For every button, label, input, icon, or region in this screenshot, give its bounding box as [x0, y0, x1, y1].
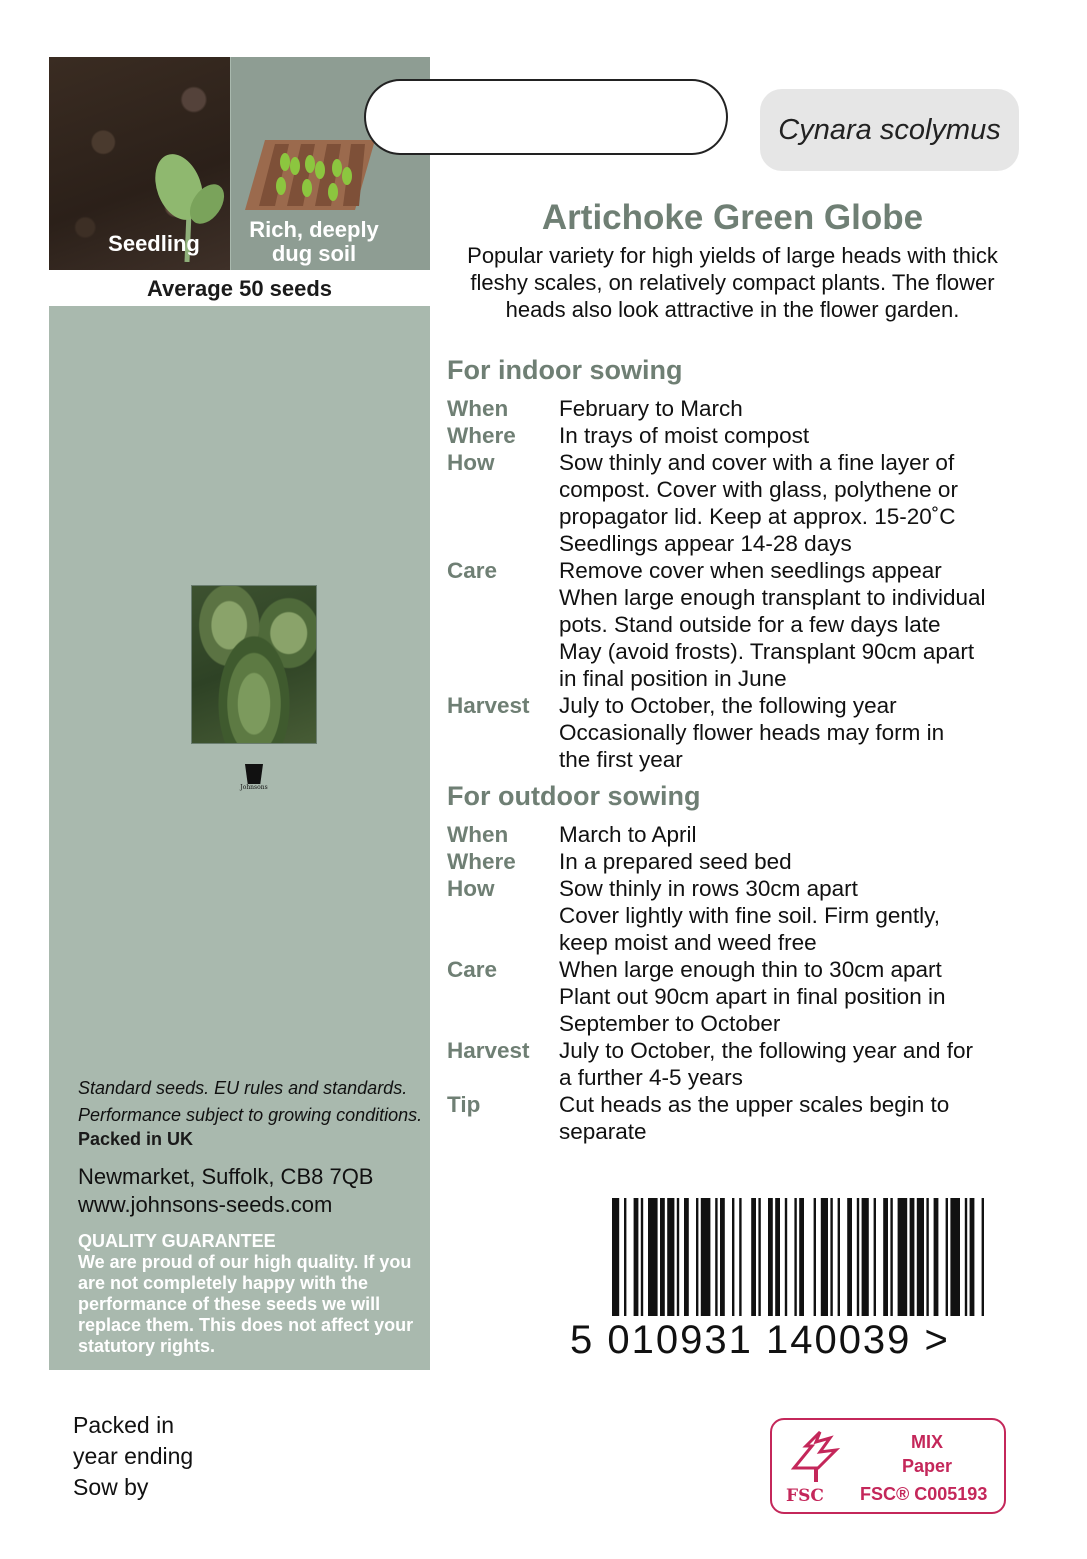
fsc-code: FSC® C005193 — [860, 1484, 988, 1504]
barcode-bars — [570, 1198, 1010, 1318]
barcode-bar — [883, 1198, 888, 1316]
indoor-heading: For indoor sowing — [447, 355, 683, 385]
indoor-row-where — [447, 422, 1027, 449]
row-key: How — [447, 876, 495, 901]
barcode-bar — [970, 1198, 975, 1316]
barcode-bar — [701, 1198, 711, 1316]
seedling-photo — [49, 57, 230, 270]
row-value: Sow thinly and cover with a fine layer of compost. Cover with glass, polythene or propagator lid. Keep at approx. 15-20˚C Seedlings appear 14-28 days — [559, 450, 958, 556]
quality-guarantee — [78, 1231, 423, 1357]
barcode-bar — [739, 1198, 741, 1316]
barcode-bar — [814, 1198, 816, 1316]
year-ending-label: year ending — [73, 1443, 194, 1469]
standards-notes — [78, 1075, 423, 1150]
barcode-bar — [965, 1198, 967, 1316]
row-value: Sow thinly in rows 30cm apart Cover lightly with fine soil. Firm gently, keep moist and weed free — [559, 876, 940, 955]
row-key: Harvest — [447, 693, 530, 718]
barcode-bar — [982, 1198, 984, 1316]
artichoke-photo — [191, 585, 317, 744]
seedling-label: Seedling — [108, 231, 200, 256]
hang-tab-cutout — [364, 79, 728, 155]
standard-note: Standard seeds. EU rules and standards. — [78, 1078, 408, 1098]
brand-logo — [238, 758, 270, 808]
outdoor-row-where — [447, 848, 1027, 875]
barcode-bar — [715, 1198, 717, 1316]
barcode-bar — [634, 1198, 639, 1316]
barcode-bar — [768, 1198, 773, 1316]
barcode-bar — [720, 1198, 725, 1316]
row-key: Care — [447, 957, 498, 982]
barcode-bar — [624, 1198, 626, 1316]
fsc-tree-icon — [786, 1428, 844, 1484]
row-key: When — [447, 822, 509, 847]
row-key: How — [447, 450, 495, 475]
barcode-bar — [612, 1198, 619, 1316]
row-value: July to October, the following year Occasionally flower heads may form in the first year — [559, 693, 945, 772]
fsc-logo — [770, 1418, 1006, 1514]
pot-icon — [245, 764, 263, 784]
row-key: Care — [447, 558, 498, 583]
packed-in-label: Packed in — [73, 1412, 175, 1438]
indoor-instructions — [447, 395, 1027, 773]
barcode-bar — [890, 1198, 892, 1316]
outdoor-heading: For outdoor sowing — [447, 781, 701, 811]
soil-rows-icon — [245, 140, 375, 210]
row-value: Cut heads as the upper scales begin to separate — [559, 1092, 950, 1144]
row-value: February to March — [559, 396, 743, 421]
outdoor-row-tip — [447, 1091, 1027, 1145]
barcode-bar — [641, 1198, 643, 1316]
barcode-bar — [950, 1198, 960, 1316]
row-value: March to April — [559, 822, 697, 847]
latin-name: Cynara scolymus — [760, 89, 1019, 171]
barcode-bar — [917, 1198, 924, 1316]
website: www.johnsons-seeds.com — [78, 1192, 333, 1217]
barcode-bar — [667, 1198, 674, 1316]
row-value: July to October, the following year and for a further 4-5 years — [559, 1038, 973, 1090]
barcode-bar — [821, 1198, 828, 1316]
soil-label: Rich, deeply dug soil — [249, 217, 379, 266]
row-value: In a prepared seed bed — [559, 849, 792, 874]
barcode-bar — [696, 1198, 698, 1316]
barcode-bar — [785, 1198, 787, 1316]
outdoor-instructions — [447, 821, 1027, 1145]
row-key: Tip — [447, 1092, 481, 1117]
barcode-bar — [898, 1198, 908, 1316]
barcode-bar — [775, 1198, 780, 1316]
barcode-bar — [794, 1198, 796, 1316]
fsc-mix: MIX — [910, 1432, 943, 1452]
barcode-digits: 5 010931 140039 > — [570, 1318, 950, 1362]
fsc-paper: Paper — [901, 1456, 953, 1476]
address: Newmarket, Suffolk, CB8 7QB — [78, 1164, 374, 1189]
barcode-bar — [660, 1198, 665, 1316]
row-value: When large enough thin to 30cm apart Plant out 90cm apart in final position in September to October — [559, 957, 946, 1036]
barcode-bar — [874, 1198, 876, 1316]
barcode-bar — [732, 1198, 734, 1316]
barcode-bar — [838, 1198, 840, 1316]
indoor-row-when — [447, 395, 1027, 422]
sow-by-label: Sow by — [73, 1474, 149, 1500]
fsc-mix-label — [868, 1430, 986, 1478]
outdoor-row-when — [447, 821, 1027, 848]
barcode-bar — [677, 1198, 679, 1316]
barcode-bar — [684, 1198, 689, 1316]
indoor-row-care — [447, 557, 1027, 692]
barcode-bar — [862, 1198, 869, 1316]
barcode-bar — [799, 1198, 804, 1316]
outdoor-row-harvest — [447, 1037, 1027, 1091]
product-title: Artichoke Green Globe — [541, 198, 924, 237]
row-key: Where — [447, 849, 516, 874]
barcode-bar — [751, 1198, 756, 1316]
seed-count: Average 50 seeds — [49, 270, 430, 306]
indoor-row-harvest — [447, 692, 1027, 773]
row-key: Harvest — [447, 1038, 530, 1063]
barcode-bar — [946, 1198, 948, 1316]
barcode-bar — [648, 1198, 658, 1316]
guarantee-text: We are proud of our high quality. If you are not completely happy with the performance of these seeds we will replace them. This does not affect your statutory rights. — [78, 1252, 414, 1356]
outdoor-row-how — [447, 875, 1027, 956]
barcode-bar — [857, 1198, 859, 1316]
performance-note: Performance subject to growing conditions. — [78, 1105, 423, 1125]
address-block — [78, 1163, 423, 1219]
row-value: Remove cover when seedlings appear When large enough transplant to individual pots. Stand outside for a few days late May (avoid frosts). Transplant 90cm apart in final position in June — [559, 558, 986, 691]
barcode-bar — [830, 1198, 832, 1316]
product-description: Popular variety for high yields of large heads with thick fleshy scales, on relatively compact plants. The flower heads also look attractive in the flower garden. — [467, 243, 998, 322]
guarantee-title: QUALITY GUARANTEE — [78, 1231, 276, 1251]
row-value: In trays of moist compost — [559, 423, 810, 448]
barcode-bar — [934, 1198, 939, 1316]
barcode-bar — [847, 1198, 852, 1316]
packed-in-uk: Packed in UK — [78, 1129, 194, 1149]
row-key: Where — [447, 423, 516, 448]
barcode-bar — [926, 1198, 928, 1316]
brand-logo-text: Johnsons — [240, 784, 268, 791]
fsc-word: FSC — [786, 1486, 824, 1506]
barcode-bar — [910, 1198, 915, 1316]
barcode-bar — [758, 1198, 760, 1316]
row-key: When — [447, 396, 509, 421]
packed-date-block — [73, 1410, 193, 1503]
indoor-row-how — [447, 449, 1027, 557]
outdoor-row-care — [447, 956, 1027, 1037]
